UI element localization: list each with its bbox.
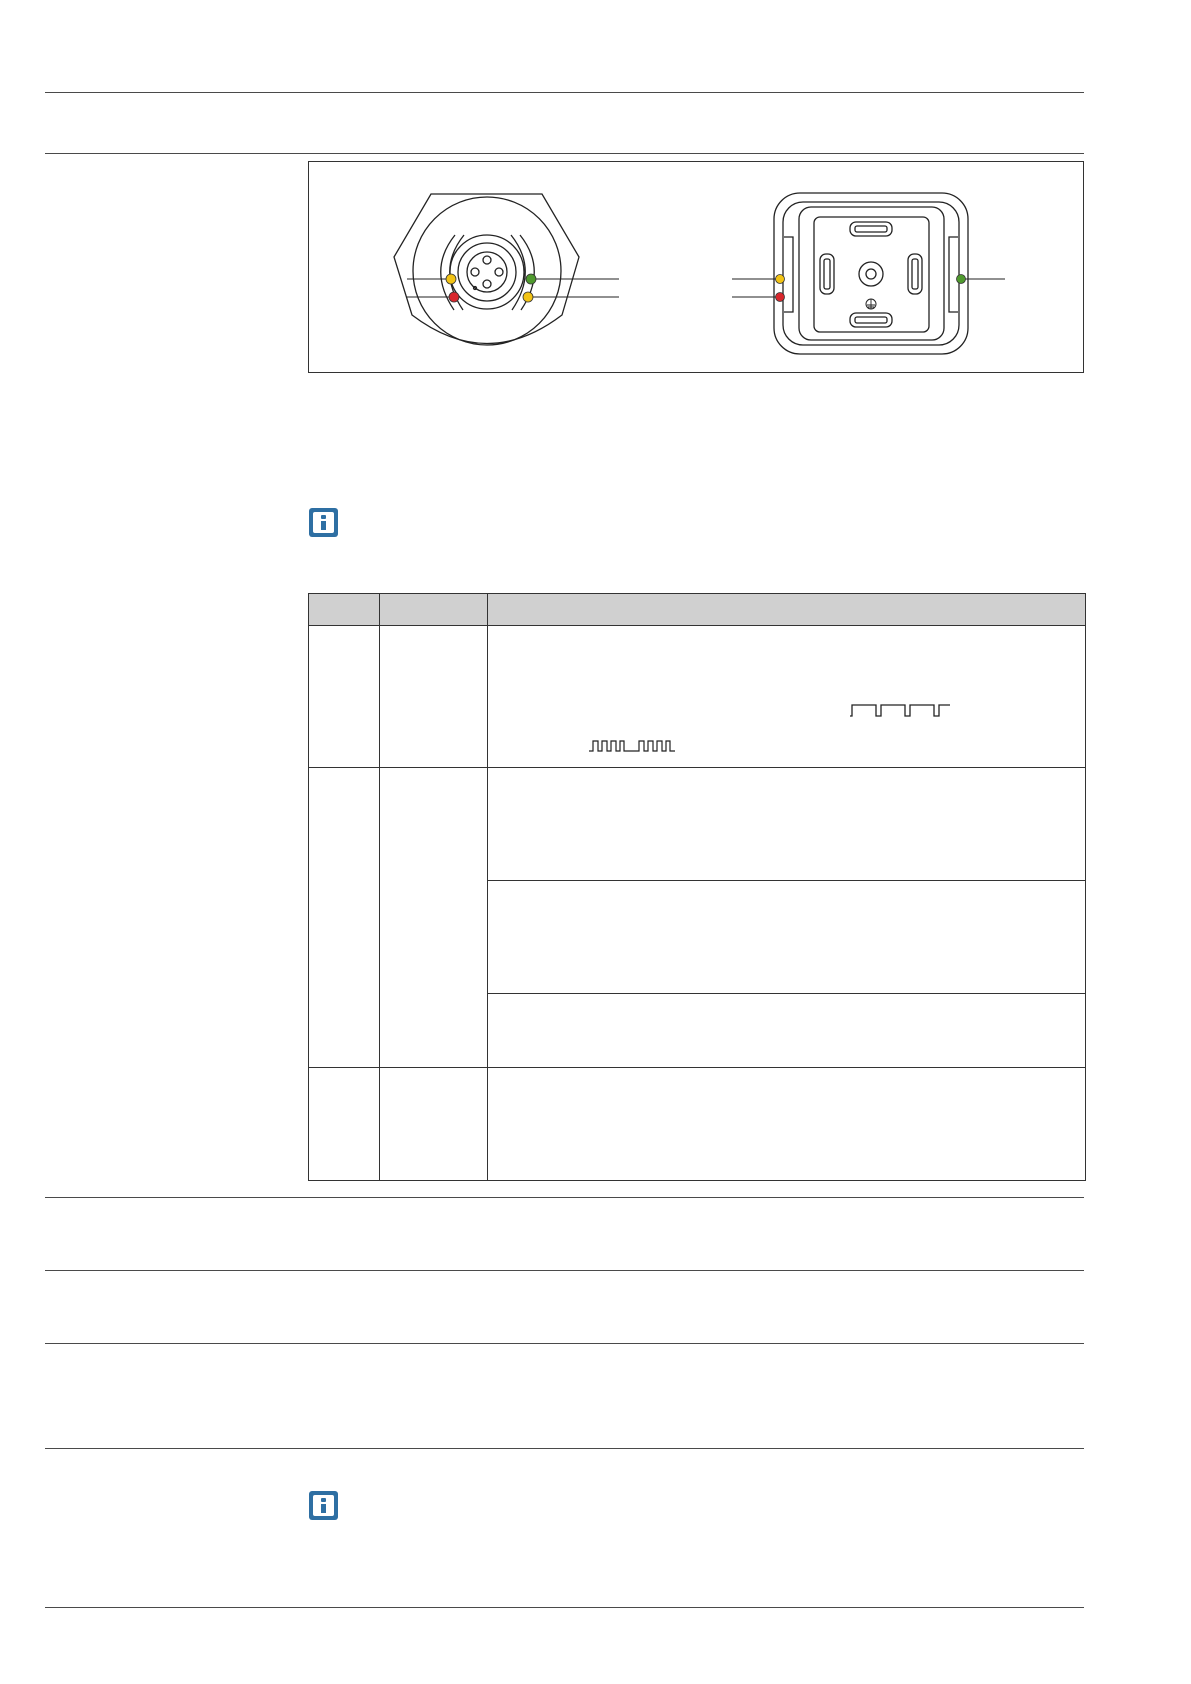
section-rule (45, 153, 1084, 154)
led-yellow-left-2 (523, 292, 533, 302)
table-cell (488, 994, 1086, 1068)
table-cell (309, 768, 380, 1068)
table-cell (488, 881, 1086, 994)
section-rule (45, 1448, 1084, 1449)
table-cell (309, 1068, 380, 1181)
header-rule (45, 92, 1084, 93)
table-row (309, 768, 1086, 881)
table-header-row (309, 594, 1086, 626)
section-rule (45, 1270, 1084, 1271)
led-yellow-left (446, 274, 456, 284)
table-cell (380, 1068, 488, 1181)
table-cell (488, 626, 1086, 768)
footer-rule (45, 1607, 1084, 1608)
flash-signal-icon (848, 702, 952, 718)
led-status-table (308, 593, 1086, 1181)
info-icon (309, 1491, 338, 1520)
table-row (309, 1068, 1086, 1181)
led-green-left (526, 274, 536, 284)
led-position-figure (308, 161, 1084, 373)
device-drawing (309, 162, 1085, 374)
table-header-cell (488, 594, 1086, 626)
m12-outer-ring (413, 197, 561, 345)
section-rule (45, 1343, 1084, 1344)
table-cell (309, 626, 380, 768)
table-header-cell (309, 594, 380, 626)
led-yellow-right (776, 275, 785, 284)
table-cell (380, 768, 488, 1068)
info-icon (309, 508, 338, 537)
table-cell (488, 1068, 1086, 1181)
table-row (309, 626, 1086, 768)
table-cell (488, 768, 1086, 881)
led-red-left (449, 292, 459, 302)
m12-socket-outer (450, 235, 524, 309)
led-green-right (957, 275, 966, 284)
blink-signal-icon (587, 739, 677, 753)
table-header-cell (380, 594, 488, 626)
section-rule (45, 1197, 1084, 1198)
table-cell (380, 626, 488, 768)
m12-hex-housing (394, 194, 579, 344)
led-red-right (776, 293, 785, 302)
